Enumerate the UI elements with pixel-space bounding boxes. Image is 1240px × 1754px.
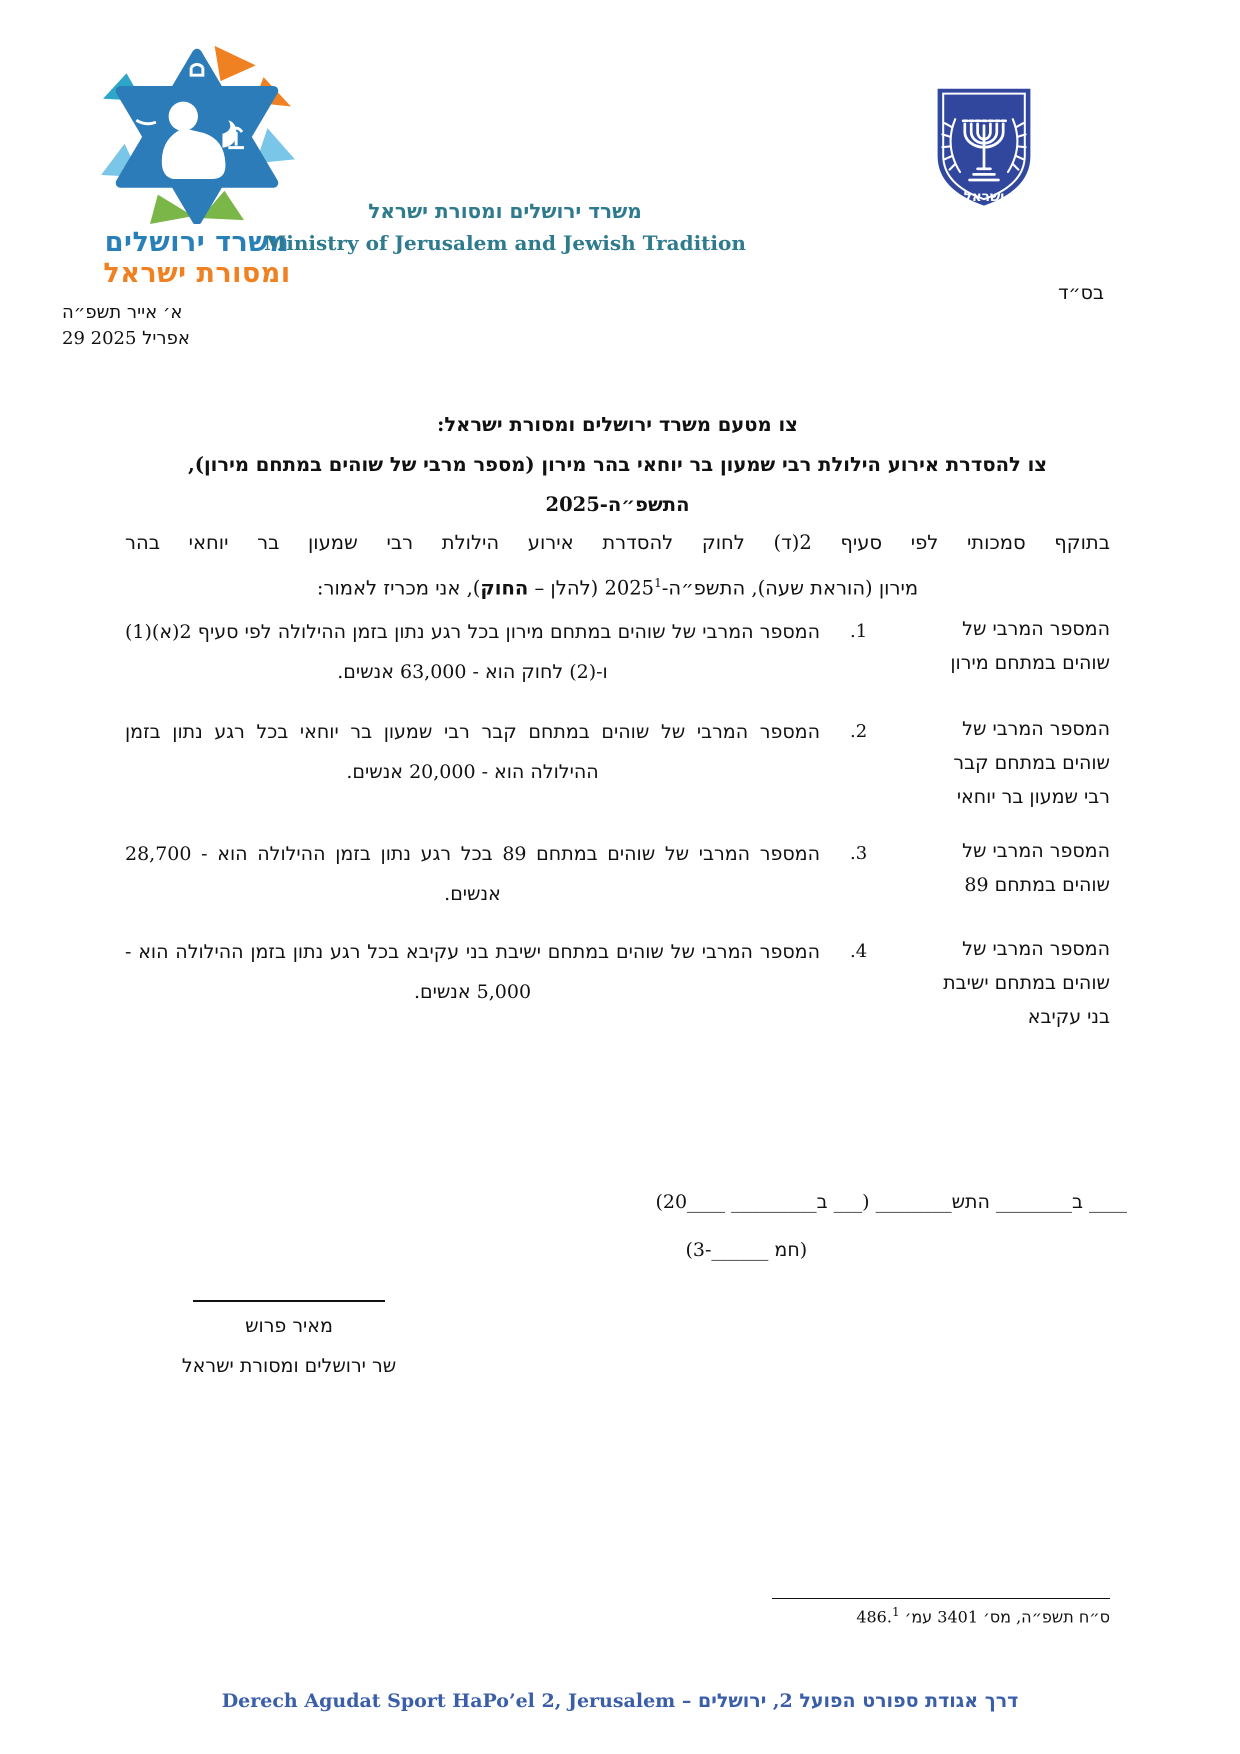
- clause-row: [125, 612, 1110, 692]
- signatory-name: מאיר פרוש: [245, 1315, 333, 1337]
- preamble-text: ), אני מכריז לאמור:: [316, 576, 481, 600]
- order-title-line3: התשפ״ה-2025: [545, 493, 690, 516]
- preamble-text: מירון (הוראת שעה), התשפ״ה-2025: [604, 576, 919, 600]
- defined-term: החוק: [480, 576, 529, 600]
- signature-line: [193, 1300, 385, 1302]
- file-number-close: ): [685, 1239, 693, 1261]
- gregorian-date: 29 אפריל 2025: [62, 328, 190, 349]
- ministry-logo-text-line2: ומסורת ישראל: [103, 258, 291, 289]
- clause-number: 1.: [850, 621, 868, 642]
- signing-date-close: ): [655, 1191, 663, 1213]
- clause-side-note: המספר המרבי של שוהים במתחם מירון: [950, 618, 1110, 674]
- signature-block: [163, 1300, 415, 1386]
- file-number-line: [685, 1226, 1127, 1274]
- preamble: [125, 523, 1110, 609]
- preamble-line1: בתוקף סמכותי לפי סעיף 2(ד) לחוק להסדרת אירוע הילולת רבי שמעון בר יוחאי בהר: [125, 531, 1110, 554]
- footer-address: דרך אגודת ספורט הפועל 2, ירושלים – Derech Agudat Sport HaPo’el 2, Jerusalem: [221, 1690, 1019, 1712]
- bsd-mark: בס״ד: [1058, 282, 1104, 304]
- clause-number: 3.: [850, 843, 868, 864]
- signing-date-blanks: ____ ב________ התש________ (___ ב_________: [725, 1191, 1127, 1213]
- file-number-prefix: (חמ: [768, 1239, 808, 1261]
- clause-text: המספר המרבי של שוהים במתחם קבר רבי שמעון בר יוחאי בכל רגע נתון בזמן ההילולה הוא - 20,000 אנשים.: [125, 721, 820, 783]
- signatory-title: שר ירושלים ומסורת ישראל: [181, 1355, 397, 1377]
- date-block: [62, 300, 190, 352]
- hebrew-date: א׳ אייר תשפ״ה: [62, 302, 183, 323]
- ministry-name-english: Ministry of Jerusalem and Jewish Tradition: [264, 231, 746, 255]
- clause-side-note: המספר המרבי של שוהים במתחם קבר רבי שמעון בר יוחאי: [953, 718, 1110, 808]
- clause-side-note: המספר המרבי של שוהים במתחם 89: [962, 840, 1110, 896]
- signing-date-line: [655, 1178, 1127, 1226]
- letterhead: [190, 196, 820, 260]
- ministry-logo-text-line1: משרד ירושלים: [104, 227, 290, 258]
- clauses-list: [125, 612, 1110, 1034]
- clause-row: [125, 712, 1110, 814]
- preamble-line2: [125, 563, 1110, 609]
- footnote-reference: 1: [654, 576, 662, 590]
- clause-text: המספר המרבי של שוהים במתחם ישיבת בני עקיבא בכל רגע נתון בזמן ההילולה הוא - 5,000 אנשים.: [125, 941, 820, 1003]
- clause-text: המספר המרבי של שוהים במתחם מירון בכל רגע נתון בזמן ההילולה לפי סעיף 2(א)(1) ו-(2) לחוק הוא - 63,000 אנשים.: [125, 621, 820, 683]
- clause-row: [125, 834, 1110, 914]
- order-title: [125, 405, 1110, 525]
- clause-text: המספר המרבי של שוהים במתחם 89 בכל רגע נתון בזמן ההילולה הוא - 28,700 אנשים.: [125, 843, 820, 905]
- order-title-line2: צו להסדרת אירוע הילולת רבי שמעון בר יוחאי בהר מירון (מספר מרבי של שוהים במתחם מירון),: [187, 453, 1048, 476]
- israel-state-emblem-icon: [928, 84, 1040, 232]
- file-number-blank: 3-______: [692, 1239, 769, 1261]
- order-title-line1: צו מטעם משרד ירושלים ומסורת ישראל:: [437, 413, 798, 436]
- clause-side-note: המספר המרבי של שוהים במתחם ישיבת בני עקיבא: [943, 938, 1110, 1028]
- ministry-name-hebrew: משרד ירושלים ומסורת ישראל: [368, 199, 642, 223]
- clause-number: 4.: [850, 941, 868, 962]
- signing-date-block: [655, 1178, 1127, 1274]
- preamble-text: (להלן –: [528, 576, 605, 600]
- footnote-text: ס״ח תשפ״ה, מס׳ 3401 עמ׳ 486.: [856, 1607, 1110, 1627]
- footnote: [772, 1598, 1110, 1626]
- clause-row: [125, 932, 1110, 1034]
- signing-year-blank: 20____: [662, 1191, 726, 1213]
- clause-number: 2.: [850, 721, 868, 742]
- footnote-marker: 1: [891, 1605, 900, 1619]
- emblem-label: ישראל: [963, 188, 1005, 205]
